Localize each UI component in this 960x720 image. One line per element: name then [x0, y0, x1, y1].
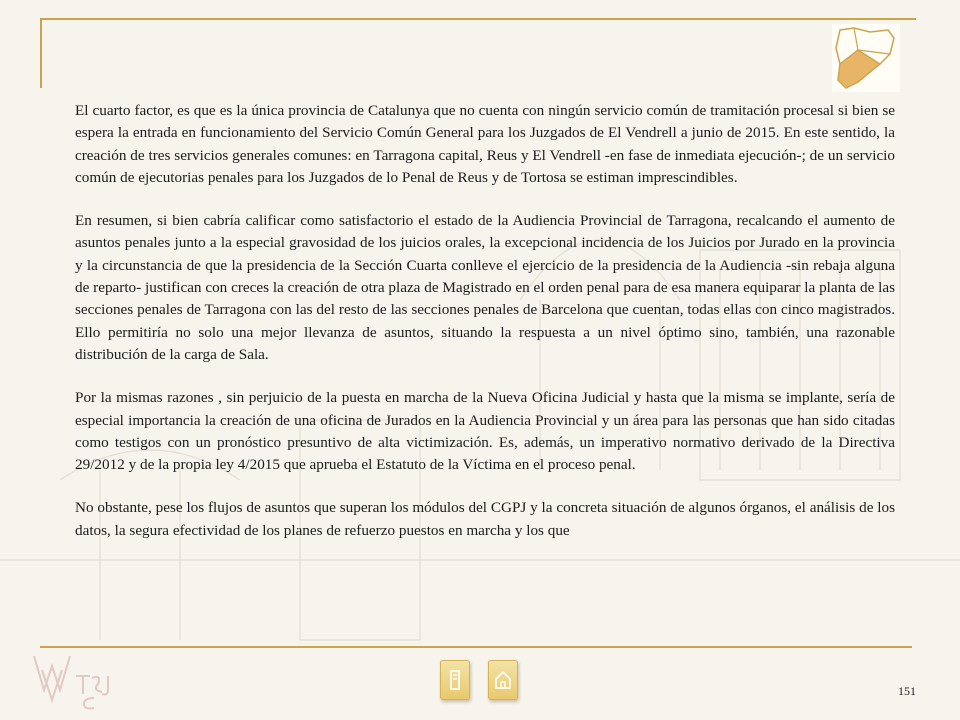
- nav-home-button[interactable]: [488, 660, 518, 700]
- paragraph: No obstante, pese los flujos de asuntos que superan los módulos del CGPJ y la concreta situación de algunos órganos, el análisis de los datos, la segura efectividad de los planes de refuerzo puestos en marcha y los que: [75, 499, 895, 539]
- frame-bottom-rule: [40, 646, 912, 648]
- nav-up-button[interactable]: [440, 660, 470, 700]
- home-icon: [494, 669, 512, 691]
- catalonia-map: [832, 24, 900, 92]
- catalonia-map-icon: [832, 24, 900, 92]
- tsjc-logo: [30, 650, 120, 710]
- frame-top-rule: [40, 18, 916, 20]
- page-number: 151: [898, 684, 916, 698]
- paragraph: En resumen, si bien cabría calificar como satisfactorio el estado de la Audiencia Provincial de Tarragona, recalcando el aumento de asuntos penales junto a la especial gravosidad de los juicios orales, la excepcional incidencia de los Juicios por Jurado en la provincia y la circunstancia de que la presidencia de la Sección Cuarta conlleve el ejercicio de la presidencia de la Audiencia -sin rebaja alguna de reparto- justifican con creces la creación de otra plaza de Magistrado en el orden penal para de esa manera equiparar la planta de las secciones penales de Tarragona con las del resto de las secciones penales de Barcelona que cuentan, todas ellas con cinco magistrados. Ello permitiría no solo una mejor llevanza de asuntos, situando la respuesta a un nivel óptimo sino, también, una razonable distribución de la carga de Sala.: [75, 212, 895, 363]
- paragraph: El cuarto factor, es que es la única provincia de Catalunya que no cuenta con ningún servicio común de tramitación procesal si bien se espera la entrada en funcionamiento del Servicio Común General para los Juzgados de El Vendrell a junio de 2015. En este sentido, la creación de tres servicios generales comunes: en Tarragona capital, Reus y El Vendrell -en fase de inmediata ejecución-; de un servicio común de ejecutorias penales para los Juzgados de lo Penal de Reus y de Tortosa se estiman imprescindibles.: [75, 102, 895, 186]
- document-body: [75, 100, 895, 542]
- paragraph: Por la mismas razones , sin perjuicio de la puesta en marcha de la Nueva Oficina Judicial y hasta que la misma se implante, sería de especial importancia la creación de una oficina de Jurados en la Audiencia Provincial y un área para las personas que han sido citadas como testigos con un pronóstico presuntivo de alta victimización. Es, además, un imperativo normativo derivado de la Directiva 29/2012 y de la propia ley 4/2015 que aprueba el Estatuto de la Víctima en el proceso penal.: [75, 389, 895, 474]
- frame-left-rule: [40, 18, 42, 88]
- index-icon: [446, 669, 464, 691]
